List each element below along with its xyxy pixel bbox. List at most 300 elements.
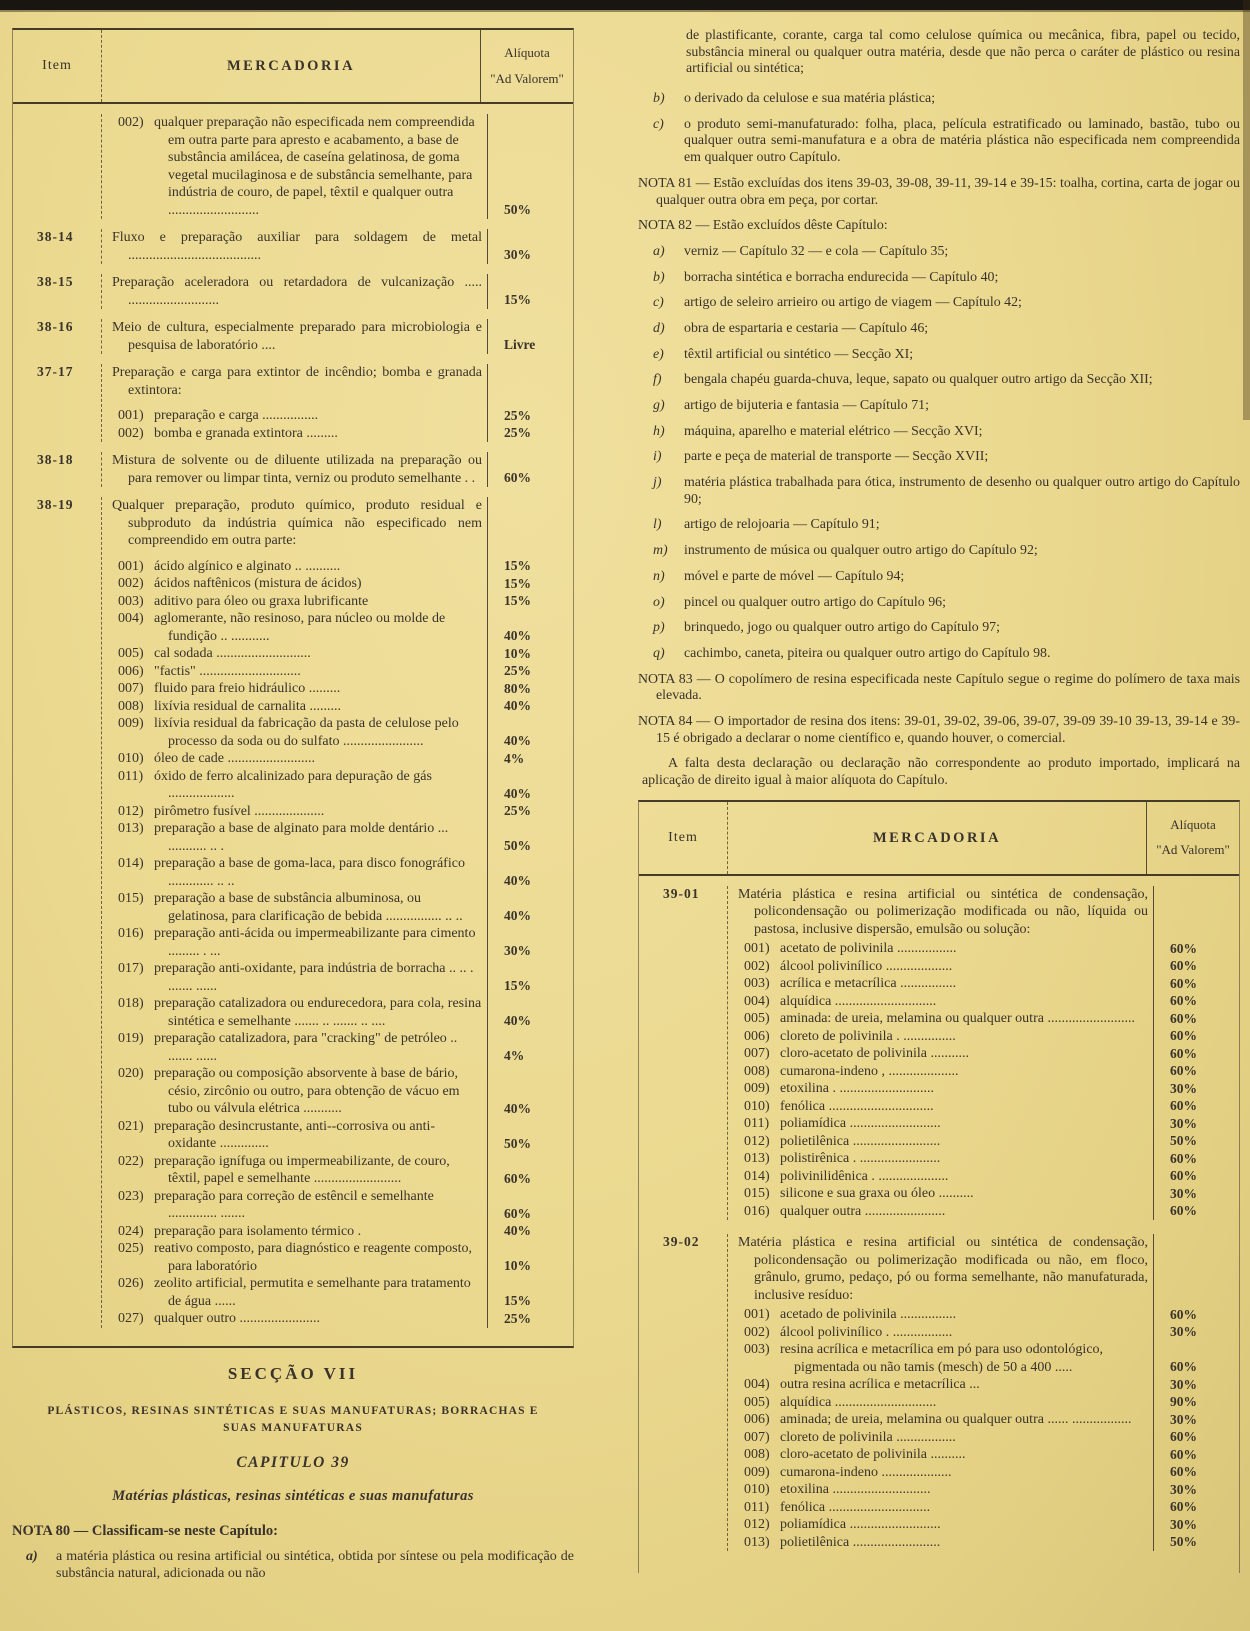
- subitem-text: óleo de cade .........................: [154, 751, 315, 766]
- subitem-line: [728, 1481, 1239, 1499]
- rate-value: 60%: [1153, 1341, 1239, 1376]
- row-body: [101, 452, 573, 487]
- subitem-code: 009): [744, 1081, 770, 1097]
- subitem-text: lixívia residual da fabricação da pasta de celulose pelo processo da soda ou do sulfato .......................: [154, 716, 459, 749]
- rate-value: 40%: [487, 698, 573, 716]
- letter-marker: o): [653, 594, 665, 610]
- letter-marker: f): [653, 372, 662, 388]
- letter-marker: i): [653, 449, 662, 465]
- subitem-line: [102, 114, 573, 219]
- subitem-text: poliamídica ..........................: [780, 1517, 941, 1533]
- subitem-line: [728, 1464, 1239, 1482]
- subitem-line: [728, 1045, 1239, 1063]
- subitem-code: 013): [744, 1534, 770, 1550]
- subitem-text: alquídica .............................: [780, 1394, 937, 1410]
- rate-value: 30%: [1153, 1516, 1239, 1534]
- subitem-line: [728, 1098, 1239, 1116]
- subitem-text: polistirênica . .......................: [780, 1151, 941, 1167]
- subitem-code: 016): [118, 926, 144, 941]
- aliquota-label-line1: Alíquota: [1170, 816, 1216, 832]
- main-line: [102, 452, 573, 487]
- subitem-code: 012): [118, 803, 144, 819]
- item-code: 38-15: [37, 274, 74, 289]
- subitem-line: [728, 1394, 1239, 1412]
- subitem-text: fenólica .............................: [780, 1499, 931, 1515]
- subitem-text: resina acrílica e metacrílica em pó para uso odontológico, pigmentada ou não tamis (mesch) de 50 a 400 .....: [780, 1342, 1104, 1375]
- nota-80: NOTA 80 — Classificam-se neste Capítulo:: [12, 1523, 278, 1540]
- subitem-text: zeolito artificial, permutita e semelhante para tratamento de água ......: [154, 1276, 471, 1309]
- subitem-code: 021): [118, 1118, 144, 1134]
- rate-value: 30%: [487, 925, 573, 960]
- rate-value: 40%: [487, 890, 573, 925]
- rate-value: 25%: [487, 803, 573, 821]
- main-line: [102, 319, 573, 354]
- subitem-text: polietilênica .........................: [780, 1534, 941, 1550]
- subitem-text: aminada: de ureia, melamina ou qualquer outra .........................: [780, 1011, 1135, 1027]
- subitem-code: 006): [118, 663, 144, 679]
- subitem-code: 012): [744, 1517, 770, 1533]
- rate-value: 80%: [487, 680, 573, 698]
- right-column: [638, 28, 1240, 1591]
- subitem-text: aminada; de ureia, melamina ou qualquer outra ...... .................: [780, 1412, 1132, 1428]
- subitem-code: 016): [744, 1203, 770, 1219]
- lead-text: Qualquer preparação, produto químico, produto residual e subproduto da indústria química não especificado nem compreendido em outra parte:: [112, 498, 482, 548]
- chapter-number: CAPITULO 39: [236, 1454, 350, 1472]
- rate-value: 4%: [487, 750, 573, 768]
- aliquota-label-line2: "Ad Valorem": [1156, 842, 1230, 858]
- nota-82-list-item: [638, 517, 1240, 534]
- subitem-line: [728, 1063, 1239, 1081]
- rate-value: 60%: [1153, 1446, 1239, 1464]
- item-code: 39-01: [663, 885, 700, 901]
- description-text: Fluxo e preparação auxiliar para soldagem de metal ......................................: [112, 230, 482, 263]
- subitem-text: qualquer outro .......................: [154, 1311, 321, 1326]
- nota-82-list-item: [638, 244, 1240, 261]
- subitem-text: acrílica e metacrílica ................: [780, 976, 957, 992]
- subitem-code: 006): [744, 1412, 770, 1428]
- column-header-item: Item: [42, 58, 72, 74]
- subitem-line: [102, 768, 573, 803]
- subitem-text: preparação desincrustante, anti--corrosiva ou anti-oxidante ..............: [154, 1118, 436, 1151]
- letter-text: artigo de bijuteria e fantasia — Capítulo 71;: [684, 398, 929, 413]
- subitem-line: [102, 1223, 573, 1241]
- subitem-line: [728, 958, 1239, 976]
- subitem-code: 009): [744, 1464, 770, 1480]
- subitem-text: aditivo para óleo ou graxa lubrificante: [154, 593, 369, 609]
- column-header-aliquota: [480, 30, 573, 102]
- nota-82-list-item: [638, 569, 1240, 586]
- rate-value: 60%: [1153, 975, 1239, 993]
- letter-text: máquina, aparelho e material elétrico — Secção XVI;: [684, 423, 983, 439]
- subitem-line: [728, 1185, 1239, 1203]
- rate-value: 30%: [487, 229, 573, 264]
- subitem-code: 004): [744, 993, 770, 1009]
- rate-value: 40%: [487, 1065, 573, 1118]
- letter-text: artigo de seleiro arrieiro ou artigo de viagem — Capítulo 42;: [684, 295, 1022, 311]
- subitem-text: aglomerante, não resinoso, para núcleo ou molde de fundição .. ...........: [154, 611, 446, 644]
- rate-value: 15%: [487, 274, 573, 309]
- column-header-item: Item: [668, 829, 698, 845]
- subitem-line: [102, 680, 573, 698]
- subitem-code: 019): [118, 1031, 144, 1046]
- subitem-code: 011): [744, 1116, 770, 1132]
- rate-value: 25%: [487, 663, 573, 681]
- subitem-code: 020): [118, 1066, 144, 1081]
- subitem-line: [102, 575, 573, 593]
- rate-value: 60%: [1153, 958, 1239, 976]
- subitem-text: qualquer outra .......................: [780, 1203, 946, 1219]
- subitem-text: acetado de polivinila ................: [780, 1307, 957, 1323]
- table-body-right: [639, 876, 1239, 1574]
- subitem-code: 022): [118, 1153, 144, 1169]
- rate-value: 40%: [487, 1223, 573, 1241]
- row-body: [101, 229, 573, 264]
- rate-value: 15%: [487, 575, 573, 593]
- nota-82-list-item: [638, 321, 1240, 338]
- nota-82-list-item: [638, 475, 1240, 508]
- subitem-code: 011): [118, 768, 144, 784]
- nota-81: NOTA 81 — Estão excluídas dos itens 39-03, 39-08, 39-11, 39-14 e 39-15: toalha, cortina, carta de jogar ou qualquer outra obra em peça, por cortar.: [638, 175, 1240, 208]
- subitem-text: alquídica .............................: [780, 993, 937, 1009]
- letter-text: borracha sintética e borracha endurecida — Capítulo 40;: [684, 269, 999, 285]
- subitem-line: [728, 993, 1239, 1011]
- nota-82-list-item: [638, 449, 1240, 466]
- letter-marker: e): [653, 346, 664, 362]
- subitem-text: lixívia residual de carnalita .........: [154, 698, 341, 714]
- subitem-line: [728, 1499, 1239, 1517]
- subitem-text: preparação para isolamento térmico .: [154, 1223, 362, 1239]
- table-row: [13, 274, 573, 309]
- rate-value: 25%: [487, 1310, 573, 1328]
- subitem-code: 017): [118, 961, 144, 976]
- nota-82-list-item: [638, 372, 1240, 389]
- section-heading-block: [12, 1348, 574, 1583]
- nota-82-list-item: [638, 595, 1240, 612]
- nota-82-list-item: [638, 424, 1240, 441]
- subitem-code: 011): [744, 1499, 770, 1515]
- subitem-text: silicone e sua graxa ou óleo ..........: [780, 1186, 974, 1202]
- subitem-line: [728, 1446, 1239, 1464]
- rate-cell-empty: [1153, 886, 1239, 941]
- rate-value: 60%: [1153, 1045, 1239, 1063]
- subitem-code: 001): [118, 558, 144, 574]
- subitem-code: 007): [744, 1429, 770, 1445]
- subitem-code: 025): [118, 1241, 144, 1256]
- nota-82-list-item: [638, 398, 1240, 415]
- rate-value: 40%: [487, 855, 573, 890]
- subitem-code: 003): [744, 1342, 770, 1358]
- item-code: 37-17: [37, 364, 74, 379]
- subitem-code: 002): [744, 958, 770, 974]
- subitem-text: cumarona-indeno , ....................: [780, 1063, 959, 1079]
- subitem-line: [728, 1429, 1239, 1447]
- row-body: [101, 319, 573, 354]
- rate-cell-empty: [1153, 1234, 1239, 1306]
- table-row: [13, 364, 573, 442]
- nota-80-list-item: [638, 117, 1240, 167]
- lead-text: Matéria plástica e resina artificial ou sintética de condensação, policondensação ou polimerização modificada ou não, líquida ou pastosa, inclusive dispersão, emulsão ou solução:: [738, 886, 1148, 937]
- table-row: [639, 1234, 1239, 1551]
- subitem-line: [728, 1203, 1239, 1221]
- nota-80-list-item: [638, 91, 1240, 108]
- letter-marker: b): [653, 269, 665, 285]
- letter-text: matéria plástica trabalhada para ótica, instrumento de desenho ou qualquer outro artigo do Capítulo 90;: [684, 475, 1240, 507]
- subitem-line: [102, 1065, 573, 1118]
- subitem-code: 006): [744, 1028, 770, 1044]
- subitem-code: 001): [744, 941, 770, 957]
- rate-value: 30%: [1153, 1185, 1239, 1203]
- subitem-code: 001): [118, 408, 144, 423]
- letter-text: brinquedo, jogo ou qualquer outro artigo do Capítulo 97;: [684, 620, 1000, 636]
- table-row: [13, 452, 573, 487]
- letter-text: móvel e parte de móvel — Capítulo 94;: [684, 568, 905, 584]
- subitem-text: "factis" .............................: [154, 663, 301, 679]
- subitem-code: 013): [118, 821, 144, 836]
- main-line: [102, 229, 573, 264]
- column-header-mercadoria: MERCADORIA: [101, 30, 480, 102]
- rate-value: Livre: [487, 319, 573, 354]
- rate-value: 10%: [487, 645, 573, 663]
- subitem-line: [728, 1534, 1239, 1552]
- rate-value: 40%: [487, 995, 573, 1030]
- subitem-line: [728, 1306, 1239, 1324]
- subitem-line: [728, 1080, 1239, 1098]
- subitem-line: [102, 645, 573, 663]
- subitem-line: [102, 425, 573, 443]
- letter-text: a matéria plástica ou resina artificial ou sintética, obtida por síntese ou pela modificação de substância natural, adicionada ou não: [56, 1549, 574, 1581]
- letter-marker: c): [653, 116, 664, 132]
- nota-80-continuation: de plastificante, corante, carga tal como celulose química ou mecânica, fibra, papel ou tecido, substância mineral ou qualquer outra matéria, desde que não perca o caráter de plástico ou resina artificial ou sintética;: [686, 28, 1240, 77]
- item-code: 38-18: [37, 452, 74, 467]
- subitem-line: [102, 960, 573, 995]
- rate-value: 50%: [1153, 1534, 1239, 1552]
- subitem-code: 008): [744, 1063, 770, 1079]
- subitem-line: [102, 1188, 573, 1223]
- letter-marker: d): [653, 320, 665, 336]
- subitem-text: preparação ignífuga ou impermeabilizante, de couro, têxtil, papel e semelhante .........................: [154, 1153, 450, 1186]
- subitem-text: qualquer preparação não especificada nem compreendida em outra parte para apresto e acabamento, a base de substância amilácea, de caseína gelatinosa, de goma vegetal mucilaginosa e de substância semelhante, para indústria de couro, de papel, têxtil e qualquer outra ..........................: [154, 115, 475, 218]
- subitem-text: ácido algínico e alginato .. ..........: [154, 558, 341, 574]
- subitem-code: 005): [744, 1394, 770, 1410]
- rate-value: 60%: [1153, 993, 1239, 1011]
- rate-value: 30%: [1153, 1481, 1239, 1499]
- subitem-code: 005): [744, 1011, 770, 1027]
- subitem-line: [102, 663, 573, 681]
- subitem-text: preparação a base de substância albuminosa, ou gelatinosa, para clarificação de bebida ................ .. ..: [154, 891, 463, 924]
- item-code: 38-16: [37, 319, 74, 334]
- description-text: Preparação aceleradora ou retardadora de vulcanização ..... ..........................: [112, 275, 482, 308]
- rate-value: 30%: [1153, 1115, 1239, 1133]
- table-header-right: [639, 802, 1239, 876]
- subitem-text: preparação catalizadora ou endurecedora, para cola, resina sintética e semelhante ....... .. ....... .. ....: [154, 996, 482, 1029]
- subitem-text: fenólica ..............................: [780, 1098, 934, 1114]
- rate-value: 15%: [487, 558, 573, 576]
- section-title: SECÇÃO VII: [227, 1363, 359, 1383]
- column-header-mercadoria: MERCADORIA: [727, 802, 1146, 874]
- nota-84-continuation: A falta desta declaração ou declaração não correspondente ao produto importado, implicará na aplicação de direito igual à maior alíquota do Capítulo.: [642, 756, 1240, 788]
- rate-value: 50%: [1153, 1133, 1239, 1151]
- rate-value: 60%: [487, 452, 573, 487]
- nota-82-list-item: [638, 543, 1240, 560]
- rate-value: 30%: [1153, 1080, 1239, 1098]
- subitem-line: [728, 1341, 1239, 1376]
- rate-value: 30%: [1153, 1411, 1239, 1429]
- lead-line: [102, 364, 573, 407]
- subitem-line: [728, 1324, 1239, 1342]
- subitem-code: 023): [118, 1188, 144, 1204]
- subitem-code: 015): [744, 1186, 770, 1202]
- subitem-text: cloro-acetato de polivinila ...........: [780, 1046, 969, 1062]
- subitem-line: [728, 1168, 1239, 1186]
- subitem-code: 018): [118, 996, 144, 1011]
- rate-value: 15%: [487, 960, 573, 995]
- rate-value: 60%: [1153, 1063, 1239, 1081]
- rate-value: 50%: [487, 114, 573, 219]
- letter-text: pincel ou qualquer outro artigo do Capítulo 96;: [684, 594, 946, 610]
- subitem-line: [728, 1411, 1239, 1429]
- row-body: [101, 497, 573, 1328]
- letter-marker: c): [653, 295, 664, 311]
- subitem-line: [728, 1516, 1239, 1534]
- subitem-code: 012): [744, 1133, 770, 1149]
- subitem-line: [728, 1150, 1239, 1168]
- scan-edge-shadow: [1243, 0, 1250, 420]
- subitem-text: cal sodada ...........................: [154, 646, 311, 661]
- rate-value: 40%: [487, 715, 573, 750]
- table-row: [13, 114, 573, 219]
- rate-value: 60%: [1153, 1464, 1239, 1482]
- subitem-text: preparação anti-ácida ou impermeabilizante para cimento ......... . ...: [154, 926, 476, 959]
- nota-82-list-item: [638, 295, 1240, 312]
- rate-value: 60%: [1153, 1499, 1239, 1517]
- table-row: [13, 319, 573, 354]
- subitem-code: 013): [744, 1151, 770, 1167]
- subitem-line: [102, 995, 573, 1030]
- rate-value: 4%: [487, 1030, 573, 1065]
- column-header-aliquota: [1146, 802, 1239, 874]
- letter-marker: g): [653, 398, 665, 413]
- table-header-left: [13, 30, 573, 104]
- table-row: [13, 497, 573, 1328]
- subitem-line: [728, 1028, 1239, 1046]
- subitem-text: cloreto de polivinila . ...............: [780, 1028, 956, 1044]
- subitem-code: 010): [744, 1098, 770, 1114]
- tariff-table-right: [638, 800, 1240, 1574]
- rate-value: 15%: [487, 1275, 573, 1310]
- item-code: 39-02: [663, 1234, 700, 1250]
- subitem-code: 007): [744, 1046, 770, 1062]
- lead-line: [102, 497, 573, 558]
- rate-value: 60%: [1153, 1010, 1239, 1028]
- subitem-text: preparação catalizadora, para "cracking" de petróleo .. ....... ......: [154, 1031, 458, 1064]
- subitem-text: cloro-acetato de polivinila ..........: [780, 1447, 966, 1463]
- rate-value: 60%: [1153, 1098, 1239, 1116]
- item-code: 38-14: [37, 229, 74, 244]
- subitem-text: reativo composto, para diagnóstico e reagente composto, para laboratório: [154, 1241, 473, 1274]
- subitem-code: 004): [118, 611, 144, 626]
- subitem-code: 014): [744, 1168, 770, 1184]
- subitem-line: [102, 803, 573, 821]
- subitem-text: preparação a base de goma-laca, para disco fonográfico ............. .. ..: [154, 856, 465, 889]
- lead-line: [728, 886, 1239, 941]
- letter-text: parte e peça de material de transporte — Secção XVII;: [684, 449, 989, 465]
- subitem-text: preparação ou composição absorvente à base de bário, césio, zircônio ou outro, para obtenção de vácuo em tubo ou válvula elétrica ...........: [154, 1066, 460, 1116]
- subitem-code: 026): [118, 1276, 144, 1291]
- letter-marker: l): [653, 517, 662, 533]
- item-code: 38-19: [37, 497, 74, 512]
- letter-marker: a): [653, 243, 665, 259]
- letter-text: cachimbo, caneta, piteira ou qualquer outro artigo do Capítulo 98.: [684, 645, 1051, 661]
- subitem-text: óxido de ferro alcalinizado para depuração de gás ...................: [154, 768, 432, 801]
- subitem-line: [102, 1310, 573, 1328]
- subitem-text: álcool polivinílico ...................: [780, 958, 953, 974]
- letter-marker: a): [26, 1549, 38, 1565]
- rate-value: 60%: [1153, 1429, 1239, 1447]
- rate-value: 60%: [1153, 1203, 1239, 1221]
- subitem-code: 015): [118, 891, 144, 906]
- nota-82-list-item: [638, 620, 1240, 637]
- letter-marker: m): [653, 543, 668, 559]
- subitem-text: fluido para freio hidráulico .........: [154, 681, 341, 696]
- subitem-code: 002): [118, 576, 144, 591]
- subitem-text: outra resina acrílica e metacrílica ...: [780, 1377, 980, 1393]
- subitem-line: [102, 890, 573, 925]
- subitem-text: cloreto de polivinila .................: [780, 1429, 956, 1445]
- subitem-line: [102, 925, 573, 960]
- nota-83: NOTA 83 — O copolímero de resina especificada neste Capítulo segue o regime do polímero de taxa mais elevada.: [638, 671, 1240, 704]
- rate-cell-empty: [487, 497, 573, 558]
- row-body: [101, 114, 573, 219]
- nota-82-heading: NOTA 82 — Estão excluídos dêste Capítulo:: [638, 218, 888, 234]
- subitem-line: [102, 855, 573, 890]
- rate-value: 60%: [1153, 1168, 1239, 1186]
- subitem-text: acetato de polivinila .................: [780, 941, 957, 957]
- subitem-line: [102, 820, 573, 855]
- row-body: [101, 274, 573, 309]
- subitem-code: 010): [744, 1482, 770, 1498]
- subitem-text: polietilênica .........................: [780, 1133, 941, 1149]
- subitem-line: [728, 1010, 1239, 1028]
- subitem-line: [102, 1030, 573, 1065]
- subitem-line: [102, 698, 573, 716]
- letter-marker: b): [653, 91, 665, 107]
- section-subtitle: PLÁSTICOS, RESINAS SINTÉTICAS E SUAS MANUFATURAS; BORRACHAS E SUAS MANUFATURAS: [47, 1404, 539, 1435]
- subitem-line: [728, 1376, 1239, 1394]
- subitem-code: 002): [118, 425, 144, 441]
- subitem-code: 009): [118, 716, 144, 731]
- subitem-line: [102, 1153, 573, 1188]
- subitem-code: 010): [118, 751, 144, 766]
- rate-value: 25%: [487, 425, 573, 443]
- chapter-title: Matérias plásticas, resinas sintéticas e suas manufaturas: [112, 1488, 474, 1505]
- subitem-line: [102, 407, 573, 425]
- subitem-text: cumarona-indeno ....................: [780, 1464, 952, 1480]
- lead-text: Preparação e carga para extintor de incêndio; bomba e granada extintora:: [112, 365, 482, 398]
- letter-text: obra de espartaria e cestaria — Capítulo 46;: [684, 320, 929, 336]
- nota-82-list-item: [638, 270, 1240, 287]
- subitem-code: 002): [744, 1324, 770, 1340]
- subitem-code: 002): [118, 115, 144, 130]
- rate-cell-empty: [487, 364, 573, 407]
- table-body-left: [13, 104, 573, 1346]
- table-row: [13, 229, 573, 264]
- rate-value: 60%: [1153, 940, 1239, 958]
- subitem-code: 003): [118, 593, 144, 609]
- subitem-code: 027): [118, 1311, 144, 1326]
- subitem-text: preparação a base de alginato para molde dentário ... ........... .. .: [154, 821, 449, 854]
- rate-value: 30%: [1153, 1324, 1239, 1342]
- rate-value: 60%: [487, 1188, 573, 1223]
